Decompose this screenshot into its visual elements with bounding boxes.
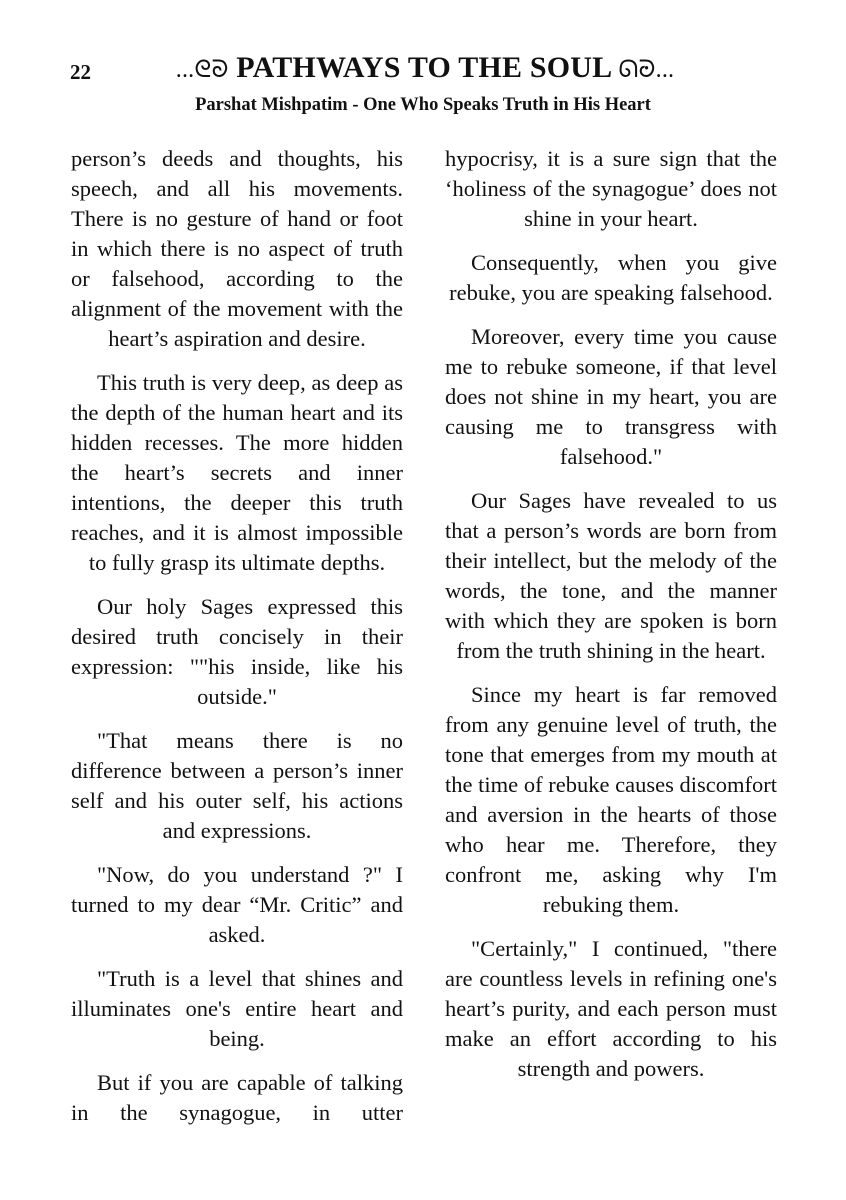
paragraph: "Certainly," I continued, "there are countless levels in refining one's heart’s purity, and each person must make an effort according to his strength and powers. bbox=[445, 936, 777, 1081]
right-column bbox=[445, 144, 777, 1098]
paragraph: Since my heart is far removed from any genuine level of truth, the tone that emerges from my mouth at the time of rebuke causes discomfort and aversion in the hearts of those who hear me. Therefore, they confront me, asking why I'm rebuking them. bbox=[445, 682, 777, 917]
paragraph: "Now, do you understand ?" I turned to my dear “Mr. Critic” and asked. bbox=[71, 862, 403, 947]
paragraph: "Truth is a level that shines and illuminates one's entire heart and being. bbox=[71, 966, 403, 1051]
paragraph: Our Sages have revealed to us that a person’s words are born from their intellect, but the melody of the words, the tone, and the manner with which they are spoken is born from the truth shining in the heart. bbox=[445, 488, 777, 663]
book-title: PATHWAYS TO THE SOUL bbox=[236, 51, 611, 84]
paragraph: Our holy Sages expressed this desired truth concisely in their expression: ""his inside, like his outside." bbox=[71, 594, 403, 709]
ornament-left-icon: ...ᘓᘐ bbox=[175, 57, 229, 83]
paragraph: Moreover, every time you cause me to rebuke someone, if that level does not shine in my heart, you are causing me to transgress with falsehood." bbox=[445, 324, 777, 469]
paragraph: But if you are capable of talking in the synagogue, in utter bbox=[71, 1070, 403, 1125]
running-header bbox=[130, 51, 720, 85]
left-column bbox=[71, 144, 403, 1142]
paragraph: person’s deeds and thoughts, his speech, and all his movements. There is no gesture of hand or foot in which there is no aspect of truth or falsehood, according to the alignment of the movement with the heart’s aspiration and desire. bbox=[71, 146, 403, 351]
paragraph: This truth is very deep, as deep as the depth of the human heart and its hidden recesses. The more hidden the heart’s secrets and inner intentions, the deeper this truth reaches, and it is almost impossible to fully grasp its ultimate depths. bbox=[71, 370, 403, 575]
page-number: 22 bbox=[70, 60, 91, 84]
paragraph: Consequently, when you give rebuke, you are speaking falsehood. bbox=[449, 250, 777, 305]
chapter-subtitle: Parshat Mishpatim - One Who Speaks Truth in His Heart bbox=[195, 95, 651, 115]
paragraph: hypocrisy, it is a sure sign that the ‘holiness of the synagogue’ does not shine in your heart. bbox=[445, 146, 777, 231]
paragraph: "That means there is no difference between a person’s inner self and his outer self, his actions and expressions. bbox=[71, 728, 403, 843]
ornament-right-icon: ᘏᘒ... bbox=[618, 57, 675, 83]
